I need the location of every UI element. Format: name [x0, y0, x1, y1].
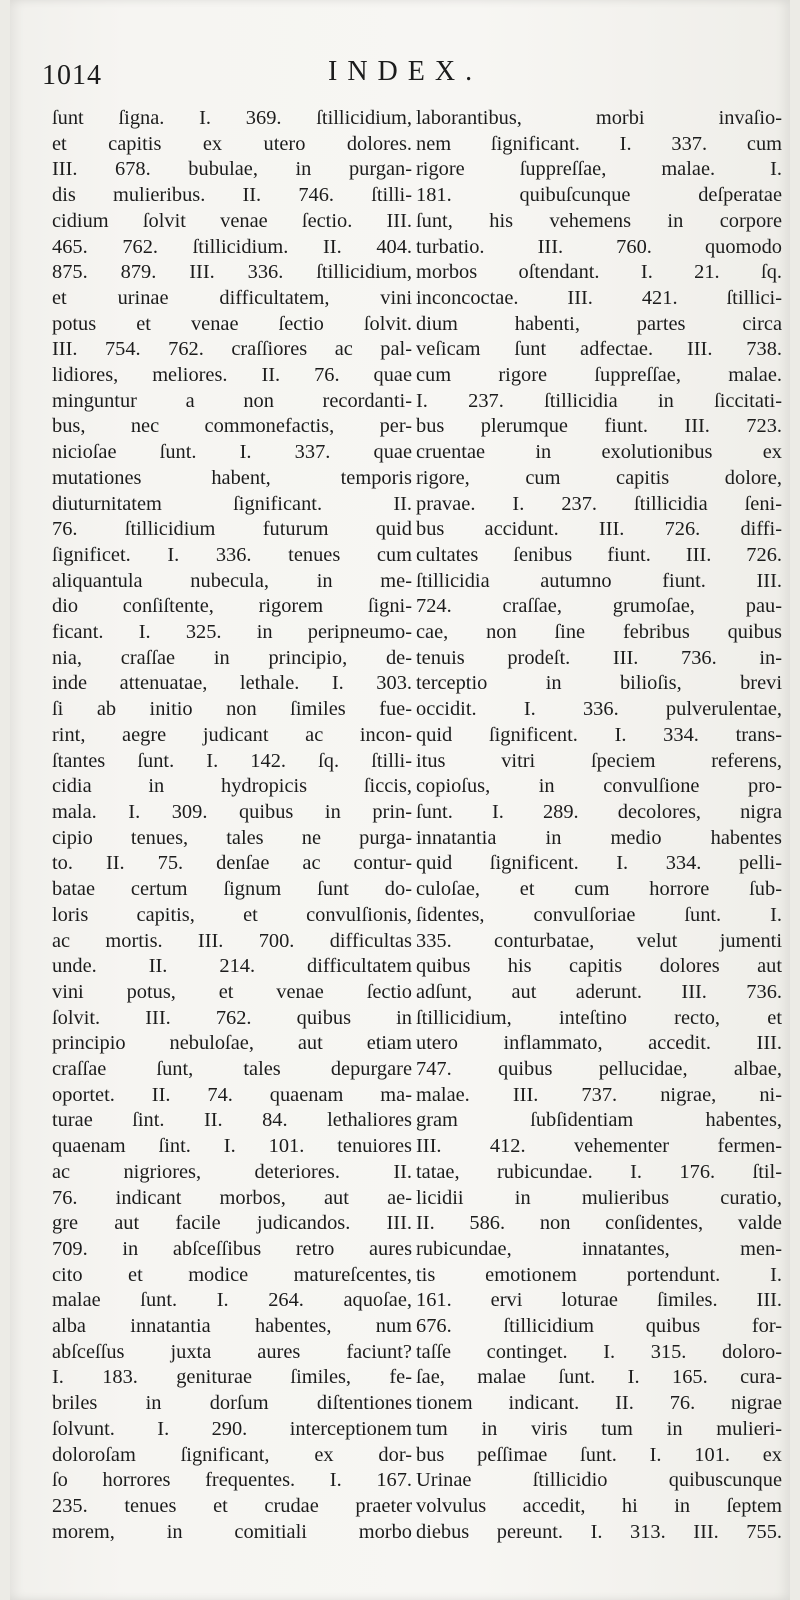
text-line: dis mulieribus. II. 746. ſtilli- — [52, 184, 412, 207]
text-line: veſicam ſunt adfectae. III. 738. — [416, 338, 782, 361]
text-line: 747. quibus pellucidae, albae, — [416, 1058, 782, 1081]
text-line: cruentae in exolutionibus ex — [416, 441, 782, 464]
text-line: ſi ab initio non ſimiles fue- — [52, 698, 412, 721]
text-line: 181. quibuſcunque deſperatae — [416, 184, 782, 207]
text-line: cipio tenues, tales ne purga- — [52, 826, 412, 849]
text-line: tatae, rubicundae. I. 176. ſtil- — [416, 1160, 782, 1183]
text-line: 335. conturbatae, velut jumenti — [416, 929, 782, 952]
text-line: unde. II. 214. difficultatem — [52, 955, 412, 978]
text-line: doloroſam ſignificant, ex dor- — [52, 1443, 412, 1466]
text-line: dium habenti, partes circa — [416, 312, 782, 335]
text-line: malae ſunt. I. 264. aquoſae, — [52, 1289, 412, 1312]
text-line: to. II. 75. denſae ac contur- — [52, 852, 412, 875]
text-line: ſtantes ſunt. I. 142. ſq. ſtilli- — [52, 749, 412, 772]
text-line: 76. ſtillicidium futurum quid — [52, 518, 412, 541]
text-line: culoſae, et cum horrore ſub- — [416, 878, 782, 901]
text-line: lidiores, meliores. II. 76. quae — [52, 364, 412, 387]
text-line: ſolvunt. I. 290. interceptionem — [52, 1417, 412, 1440]
text-line: et capitis ex utero dolores. — [52, 132, 412, 155]
text-line: III. 754. 762. craſſiores ac pal- — [52, 338, 412, 361]
text-line: malae. III. 737. nigrae, ni- — [416, 1083, 782, 1106]
text-line: laborantibus, morbi invaſio- — [416, 107, 782, 129]
text-line: mala. I. 309. quibus in prin- — [52, 800, 412, 823]
text-line: rint, aegre judicant ac incon- — [52, 723, 412, 746]
text-line: innatantia in medio habentes — [416, 826, 782, 849]
text-line: aliquantula nubecula, in me- — [52, 569, 412, 592]
text-line: III. 678. bubulae, in purgan- — [52, 158, 412, 181]
text-line: rubicundae, innatantes, men- — [416, 1237, 782, 1260]
text-line: bus peſſimae ſunt. I. 101. ex — [416, 1443, 782, 1466]
text-line: quibus his capitis dolores aut — [416, 955, 782, 978]
text-line: III. 412. vehementer fermen- — [416, 1135, 782, 1158]
text-line: rigore ſuppreſſae, malae. I. — [416, 158, 782, 181]
text-line: quid ſignificent. I. 334. pelli- — [416, 852, 782, 875]
text-line: copioſus, in convulſione pro- — [416, 775, 782, 798]
text-line: cae, non ſine febribus quibus — [416, 621, 782, 644]
text-line: ſtillicidium, inteſtino recto, et — [416, 1006, 782, 1029]
left-column — [52, 106, 412, 1545]
text-line: nicioſae ſunt. I. 337. quae — [52, 441, 412, 464]
text-line: I. 237. ſtillicidia in ſiccitati- — [416, 389, 782, 412]
text-line: 235. tenues et crudae praeter — [52, 1494, 412, 1517]
text-line: minguntur a non recordanti- — [52, 389, 412, 412]
text-line: 724. craſſae, grumoſae, pau- — [416, 595, 782, 618]
text-line: 465. 762. ſtillicidium. II. 404. — [52, 235, 412, 258]
text-line: 161. ervi loturae ſimiles. III. — [416, 1289, 782, 1312]
text-line: licidii in mulieribus curatio, — [416, 1186, 782, 1209]
text-line: ſunt ſigna. I. 369. ſtillicidium, — [52, 107, 412, 129]
text-line: pravae. I. 237. ſtillicidia ſeni- — [416, 492, 782, 515]
text-line: nia, craſſae in principio, de- — [52, 646, 412, 669]
text-line: ſo horrores frequentes. I. 167. — [52, 1469, 412, 1492]
text-line: ſtillicidia autumno fiunt. III. — [416, 569, 782, 592]
text-line: inconcoctae. III. 421. ſtillici- — [416, 286, 782, 309]
text-line: ficant. I. 325. in peripneumo- — [52, 621, 412, 644]
text-line: cultates ſenibus fiunt. III. 726. — [416, 543, 782, 566]
text-line: adſunt, aut aderunt. III. 736. — [416, 980, 782, 1003]
text-line: utero inflammato, accedit. III. — [416, 1032, 782, 1055]
text-line: 875. 879. III. 336. ſtillicidium, — [52, 261, 412, 284]
text-line: volvulus accedit, hi in ſeptem — [416, 1494, 782, 1517]
text-line: Urinae ſtillicidio quibuscunque — [416, 1469, 782, 1492]
text-line: morbos oſtendant. I. 21. ſq. — [416, 261, 782, 284]
text-line: cidium ſolvit venae ſectio. III. — [52, 209, 412, 232]
text-line: tenuis prodeſt. III. 736. in- — [416, 646, 782, 669]
text-line: ſunt. I. 289. decolores, nigra — [416, 800, 782, 823]
book-page — [10, 0, 790, 1600]
text-line: loris capitis, et convulſionis, — [52, 903, 412, 926]
text-line: ac nigriores, deteriores. II. — [52, 1160, 412, 1183]
text-line: tis emotionem portendunt. I. — [416, 1263, 782, 1286]
text-line: tionem indicant. II. 76. nigrae — [416, 1392, 782, 1415]
text-line: alba innatantia habentes, num — [52, 1315, 412, 1338]
running-head: INDEX. — [328, 56, 483, 87]
text-line: quaenam ſint. I. 101. tenuiores — [52, 1135, 412, 1158]
text-line: I. 183. geniturae ſimiles, fe- — [52, 1366, 412, 1389]
text-line: ſignificet. I. 336. tenues cum — [52, 543, 412, 566]
text-line: briles in dorſum diſtentiones — [52, 1392, 412, 1415]
text-line: craſſae ſunt, tales depurgare — [52, 1058, 412, 1081]
text-line: gre aut facile judicandos. III. — [52, 1212, 412, 1235]
text-line: mutationes habent, temporis — [52, 466, 412, 489]
page-number: 1014 — [42, 60, 102, 91]
text-line: ac mortis. III. 700. difficultas — [52, 929, 412, 952]
text-line: turae ſint. II. 84. lethaliores — [52, 1109, 412, 1132]
text-line: diebus pereunt. I. 313. III. 755. — [416, 1520, 782, 1543]
text-line: cum rigore ſuppreſſae, malae. — [416, 364, 782, 387]
text-line: occidit. I. 336. pulverulentae, — [416, 698, 782, 721]
text-line: ſae, malae ſunt. I. 165. cura- — [416, 1366, 782, 1389]
text-line: potus et venae ſectio ſolvit. — [52, 312, 412, 335]
right-column — [416, 106, 782, 1545]
text-line: 709. in abſceſſibus retro aures — [52, 1237, 412, 1260]
text-line: bus plerumque fiunt. III. 723. — [416, 415, 782, 438]
text-line: ſolvit. III. 762. quibus in — [52, 1006, 412, 1029]
text-line: diuturnitatem ſignificant. II. — [52, 492, 412, 515]
text-line: batae certum ſignum ſunt do- — [52, 878, 412, 901]
text-line: nem ſignificant. I. 337. cum — [416, 132, 782, 155]
text-line: cidia in hydropicis ſiccis, — [52, 775, 412, 798]
text-line: gram ſubſidentiam habentes, — [416, 1109, 782, 1132]
text-line: 676. ſtillicidium quibus for- — [416, 1315, 782, 1338]
text-line: et urinae difficultatem, vini — [52, 286, 412, 309]
text-line: itus vitri ſpeciem referens, — [416, 749, 782, 772]
text-line: terceptio in bilioſis, brevi — [416, 672, 782, 695]
text-line: quid ſignificent. I. 334. trans- — [416, 723, 782, 746]
text-line: cito et modice matureſcentes, — [52, 1263, 412, 1286]
text-line: bus, nec commonefactis, per- — [52, 415, 412, 438]
text-line: ſidentes, convulſoriae ſunt. I. — [416, 903, 782, 926]
text-line: ſunt, his vehemens in corpore — [416, 209, 782, 232]
text-line: vini potus, et venae ſectio — [52, 980, 412, 1003]
text-line: oportet. II. 74. quaenam ma- — [52, 1083, 412, 1106]
text-line: dio conſiſtente, rigorem ſigni- — [52, 595, 412, 618]
text-line: bus accidunt. III. 726. diffi- — [416, 518, 782, 541]
text-line: taſſe continget. I. 315. doloro- — [416, 1340, 782, 1363]
text-line: 76. indicant morbos, aut ae- — [52, 1186, 412, 1209]
text-line: morem, in comitiali morbo — [52, 1520, 412, 1543]
text-line: abſceſſus juxta aures faciunt? — [52, 1340, 412, 1363]
text-line: inde attenuatae, lethale. I. 303. — [52, 672, 412, 695]
text-line: tum in viris tum in mulieri- — [416, 1417, 782, 1440]
text-line: rigore, cum capitis dolore, — [416, 466, 782, 489]
text-line: principio nebuloſae, aut etiam — [52, 1032, 412, 1055]
text-line: II. 586. non conſidentes, valde — [416, 1212, 782, 1235]
text-line: turbatio. III. 760. quomodo — [416, 235, 782, 258]
